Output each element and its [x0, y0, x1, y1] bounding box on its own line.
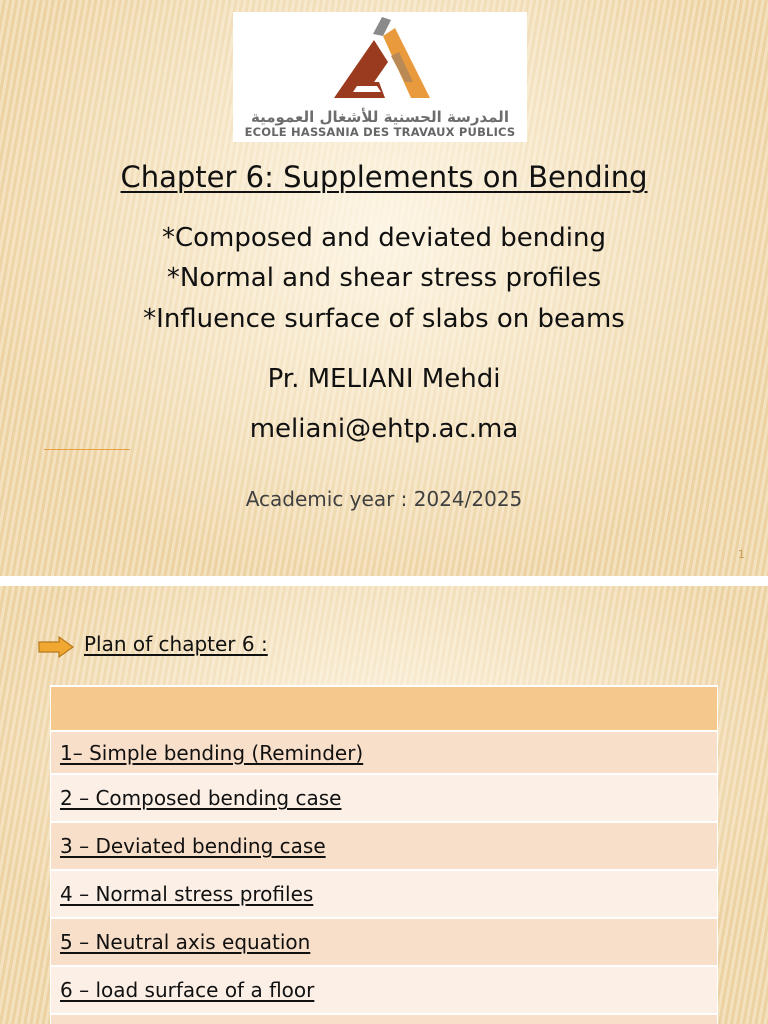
plan-slide	[0, 586, 768, 1024]
table-cell[interactable]	[51, 870, 718, 918]
table-cell	[51, 1014, 718, 1024]
right-arrow-icon	[38, 636, 74, 658]
plan-item-link[interactable]: 2 – Composed bending case	[60, 786, 342, 810]
table-row[interactable]	[51, 966, 718, 1014]
school-logo	[233, 12, 527, 142]
table-cell[interactable]	[51, 918, 718, 966]
table-row[interactable]	[51, 822, 718, 870]
decorative-line	[44, 449, 130, 450]
table-row[interactable]	[51, 870, 718, 918]
table-header-row	[51, 686, 718, 731]
author-email[interactable]: meliani@ehtp.ac.ma	[249, 414, 519, 444]
table-cell[interactable]	[51, 822, 718, 870]
plan-item-link[interactable]: 4 – Normal stress profiles	[60, 882, 314, 906]
chapter-plan-table	[50, 685, 718, 1024]
chapter-title: Chapter 6: Supplements on Bending	[120, 160, 648, 194]
plan-item-link[interactable]: 5 – Neutral axis equation	[60, 930, 311, 954]
table-cell[interactable]	[51, 774, 718, 822]
topic-line: *Influence surface of slabs on beams	[143, 304, 625, 334]
table-row[interactable]	[51, 774, 718, 822]
plan-label: Plan of chapter 6 :	[84, 632, 268, 656]
table-cell[interactable]	[51, 731, 718, 774]
table-cell[interactable]	[51, 966, 718, 1014]
table-row[interactable]	[51, 918, 718, 966]
plan-item-link[interactable]: 1– Simple bending (Reminder)	[60, 740, 364, 765]
logo-arabic-name: المدرسة الحسنية للأشغال العمومية	[251, 108, 509, 126]
table-row	[51, 1014, 718, 1024]
plan-item-link[interactable]: 3 – Deviated bending case	[60, 834, 326, 858]
logo-french-name: ECOLE HASSANIA DES TRAVAUX PUBLICS	[244, 125, 516, 139]
page-number: 1	[738, 548, 745, 561]
logo-triangle-icon	[233, 12, 527, 112]
academic-year: Academic year : 2024/2025	[245, 487, 523, 511]
author-name: Pr. MELIANI Mehdi	[267, 364, 501, 394]
slide-separator	[0, 576, 768, 586]
topic-line: *Normal and shear stress profiles	[166, 263, 602, 293]
topic-line: *Composed and deviated bending	[162, 223, 606, 253]
table-header-cell	[51, 686, 718, 731]
table-row[interactable]	[51, 731, 718, 774]
plan-item-link[interactable]: 6 – load surface of a floor	[60, 978, 315, 1002]
